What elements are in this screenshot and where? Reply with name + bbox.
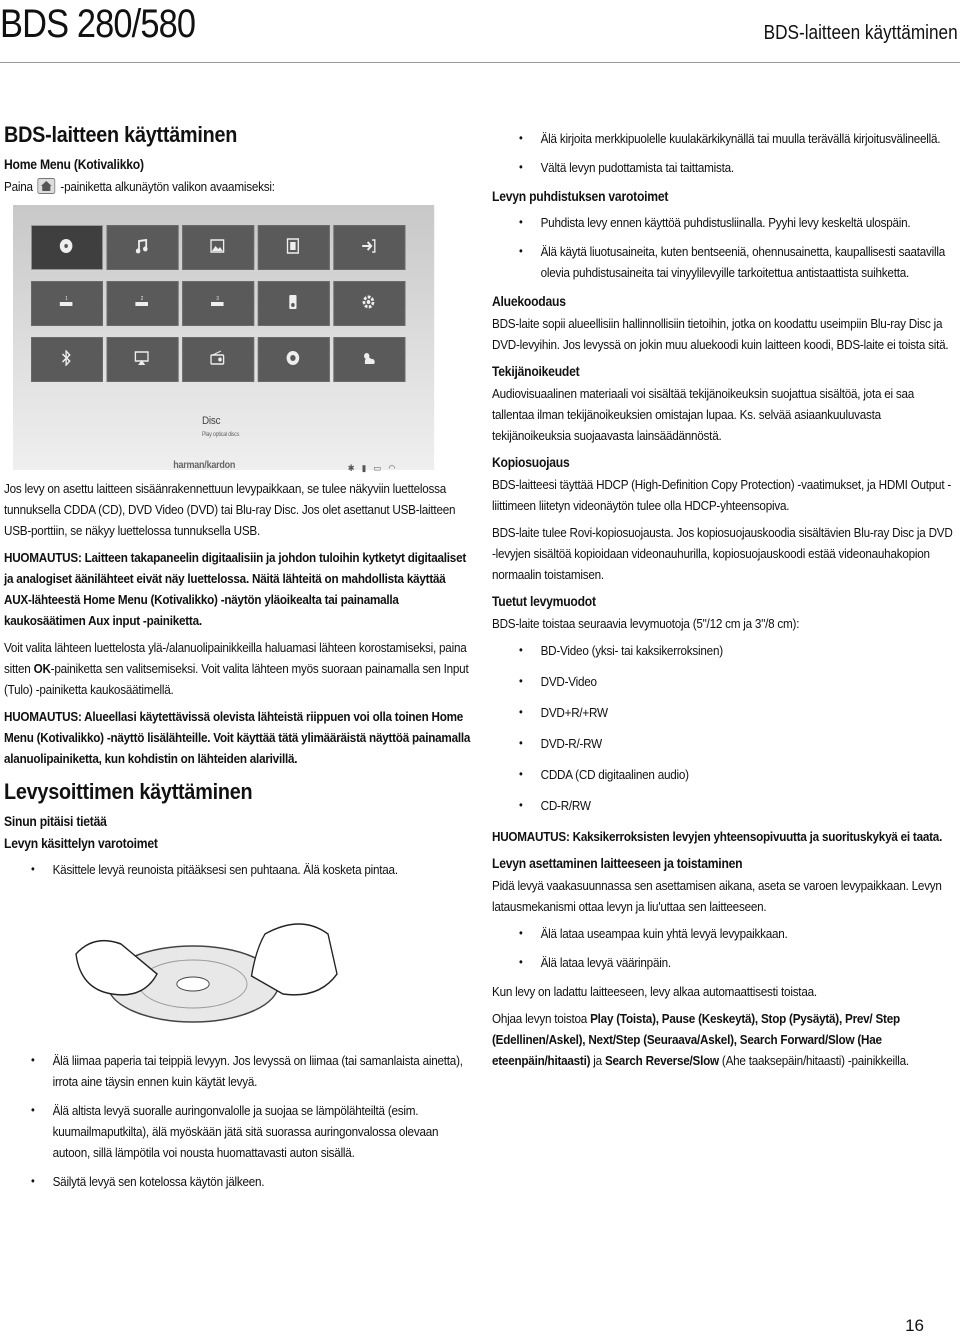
note-dual-layer: HUOMAUTUS: Kaksikerroksisten levyjen yhteensopivuutta ja suorituskykyä ei taata. xyxy=(492,829,943,844)
svg-text:3: 3 xyxy=(216,296,219,303)
menu-tile-radio[interactable] xyxy=(182,337,254,382)
section-heading: BDS-laitteen käyttäminen xyxy=(4,122,238,147)
region-heading: Aluekoodaus xyxy=(492,294,566,309)
autoplay-paragraph: Kun levy on ladattu laitteeseen, levy alkaa automaattisesti toistaa. xyxy=(492,984,817,999)
menu-tile-bluetooth[interactable] xyxy=(31,337,103,382)
list-item: • Älä kirjoita merkkipuolelle kuulakärkikynällä tai muulla terävällä kirjoitusvälineellä. xyxy=(492,128,958,149)
menu-tile-ipod[interactable] xyxy=(258,281,330,326)
copyright-heading: Tekijänoikeudet xyxy=(492,364,580,379)
press-home-text: Paina -painiketta alkunäytön valikon avaamiseksi: xyxy=(4,179,275,194)
list-item: • Älä käytä liuotusaineita, kuten bentseeniä, ohennusainetta, kaupallisesti saatavilla olevia puhdistusaineita tai vinyylilevyille tarkoitettua antistaattista suihketta. xyxy=(492,241,958,283)
right-column xyxy=(492,128,958,1077)
ipod-icon xyxy=(286,294,300,310)
home-menu-heading: Home Menu (Kotivalikko) xyxy=(4,157,144,172)
menu-tile-disc[interactable] xyxy=(31,225,103,270)
disc-player-heading: Levysoittimen käyttäminen xyxy=(4,779,253,804)
airplay-icon xyxy=(135,350,149,366)
hdmi-2-icon xyxy=(135,294,149,310)
copy-protection-heading: Kopiosuojaus xyxy=(492,455,570,470)
list-item: • Puhdista levy ennen käyttöä puhdistusliinalla. Pyyhi levy keskeltä ulospäin. xyxy=(492,212,958,233)
handling-list xyxy=(4,859,472,880)
copyright-paragraph: Audiovisuaalinen materiaali voi sisältää tekijänoikeuksin suojattua sisältöä, jota ei saa tallentaa ilman tekijänoikeuksien omistajan lupaa. Ks. selvää asiaankuuluvasta tekijänoikeuksia suojaavasta lainsäädännöstä. xyxy=(492,386,915,443)
model-title: BDS 280/580 xyxy=(0,2,196,46)
list-item: • Älä lataa levyä väärinpäin. xyxy=(492,952,958,973)
section-title: BDS-laitteen käyttäminen xyxy=(763,22,958,44)
list-item: • DVD+R/+RW xyxy=(492,702,958,723)
menu-selected-subtitle: Play optical discs xyxy=(202,432,240,438)
menu-tile-hdmi1[interactable] xyxy=(31,281,103,326)
weather-icon xyxy=(361,350,375,366)
menu-tile-hdmi2[interactable] xyxy=(107,281,179,326)
loading-list xyxy=(492,923,958,973)
menu-tile-weather[interactable] xyxy=(333,337,405,382)
list-item: • BD-Video (yksi- tai kaksikerroksinen) xyxy=(492,640,958,661)
svg-text:1: 1 xyxy=(65,296,68,303)
list-item: • CD-R/RW xyxy=(492,795,958,816)
handling-heading: Levyn käsittelyn varotoimet xyxy=(4,836,158,851)
list-item: • CDDA (CD digitaalinen audio) xyxy=(492,764,958,785)
hdcp-paragraph: BDS-laitteesi täyttää HDCP (High-Definition Copy Protection) -vaatimukset, ja HDMI Output -liittimeen liitetyn videonäytön tulee olla HDCP-yhteensopiva. xyxy=(492,477,952,513)
bluetooth-status-icon: ✱ xyxy=(347,463,362,473)
list-item: • Älä altista levyä suoralle auringonvalolle ja suojaa se lämpölähteiltä (esim. kuumailmaputkilta), älä myöskään jätä sitä suorassa auringonvalossa olevaan autoon, sillä lämpötila voi nousta huomattavasti auton sisällä. xyxy=(4,1100,472,1163)
svg-text:2: 2 xyxy=(140,296,144,303)
loading-heading: Levyn asettaminen laitteeseen ja toistaminen xyxy=(492,856,743,871)
list-item: • Älä lataa useampaa kuin yhtä levyä levypaikkaan. xyxy=(492,923,958,944)
menu-tile-picasa[interactable] xyxy=(258,337,330,382)
rovi-paragraph: BDS-laite tulee Rovi-kopiosuojausta. Jos kopiosuojauskoodia sisältävien Blu-ray Disc ja DVD -levyjen sisältöä kopioidaan videonauhurilla, kopiosuojauskoodi estää videonauhakopion normaalin toistamisen. xyxy=(492,525,953,582)
music-note-icon xyxy=(135,238,149,254)
list-item: • Käsittele levyä reunoista pitääksesi sen puhtaana. Älä kosketa pintaa. xyxy=(4,859,472,880)
gear-icon xyxy=(361,294,375,310)
cleaning-heading: Levyn puhdistuksen varotoimet xyxy=(492,189,669,204)
home-icon xyxy=(38,178,56,194)
select-source-paragraph: Voit valita lähteen luettelosta ylä-/alanuolipainikkeilla haluamasi lähteen korostamiseksi, paina sitten OK-painiketta sen valitsemiseksi. Voit valita lähteen myös suoraan painamalla sen Input (Tulo) -painiketta kaukosäätimellä. xyxy=(4,640,469,697)
list-item: • Säilytä levyä sen kotelossa käytön jälkeen. xyxy=(4,1171,472,1192)
menu-tile-airplay[interactable] xyxy=(107,337,179,382)
list-item: • DVD-Video xyxy=(492,671,958,692)
left-column xyxy=(4,120,472,1200)
menu-selected-title: Disc xyxy=(202,415,221,427)
film-icon xyxy=(286,238,300,254)
disc-icon xyxy=(59,238,73,254)
formats-heading: Tuetut levymuodot xyxy=(492,594,596,609)
status-icons xyxy=(348,458,403,479)
region-paragraph: BDS-laite sopii alueellisiin hallinnollisiin tietoihin, jotka on koodattu useimpiin Blu-ray Disc ja DVD-levyihin. Jos levyssä on jokin muu aluekoodi kuin laitteen koodi, BDS-laite ei toista sitä. xyxy=(492,316,949,352)
hdmi-3-icon xyxy=(210,294,224,310)
header-rule xyxy=(0,62,960,63)
note-aux-sources: HUOMAUTUS: Laitteen takapaneelin digitaalisiin ja johdon tuloihin kytketyt digitaaliset ja analogiset äänilähteet eivät näy luettelossa. Näitä lähteitä on mahdollista käyttää AUX-lähteestä Home Menu (Kotivalikko) -näytön yläoikealta tai painamalla kaukosäätimen Aux input -painiketta. xyxy=(4,550,467,628)
list-item: • Vältä levyn pudottamista tai taittamista. xyxy=(492,157,958,178)
menu-tile-music[interactable] xyxy=(107,225,179,270)
radio-icon xyxy=(210,350,224,366)
list-item: • DVD-R/-RW xyxy=(492,733,958,754)
photo-icon xyxy=(210,238,224,254)
menu-tile-settings[interactable] xyxy=(333,281,405,326)
brand-logo: harman/kardon xyxy=(173,460,236,471)
cleaning-list xyxy=(492,212,958,283)
disc-info-paragraph: Jos levy on asettu laitteen sisäänrakennettuun levypaikkaan, se tulee näkyviin luettelossa tunnuksella CDDA (CD), DVD Video (DVD) tai Blu-ray Disc. Jos olet asettanut USB-laitteen USB-porttiin, se näkyy luettelossa tunnuksella USB. xyxy=(4,481,456,538)
ipod-status-icon: ▮ xyxy=(361,463,374,473)
disc-handling-illustration xyxy=(58,904,355,1034)
menu-tile-input[interactable] xyxy=(333,225,405,270)
playback-control-paragraph: Ohjaa levyn toistoa Play (Toista), Pause (Keskeytä), Stop (Pysäytä), Prev/ Step (Edellinen/Askel), Next/Step (Seuraava/Askel), Search Forward/Slow (Hae eteenpäin/hitaasti) ja Search Reverse/Slow (Ahe taaksepäin/hitaasti) -painikkeilla. xyxy=(492,1011,909,1068)
should-know-heading: Sinun pitäisi tietää xyxy=(4,814,107,829)
top-precautions-list xyxy=(492,128,958,178)
menu-tile-hdmi3[interactable] xyxy=(182,281,254,326)
formats-intro: BDS-laite toistaa seuraavia levymuotoja (5"/12 cm ja 3"/8 cm): xyxy=(492,616,800,631)
wifi-status-icon: ◠ xyxy=(388,463,403,473)
picasa-icon xyxy=(286,350,300,366)
loading-paragraph: Pidä levyä vaakasuunnassa sen asettamisen aikana, aseta se varoen levypaikkaan. Levyn latausmekanismi ottaa levyn ja liu'uttaa sen laitteeseen. xyxy=(492,878,942,914)
page-number: 16 xyxy=(905,1316,924,1335)
list-item: • Älä liimaa paperia tai teippiä levyyn. Jos levyssä on liimaa (tai samanlaista ainetta), irrota aine täysin ennen kuin käytät levyä. xyxy=(4,1050,472,1092)
input-arrow-icon xyxy=(361,238,375,254)
home-menu-screenshot xyxy=(13,205,434,473)
note-second-home-screen: HUOMAUTUS: Alueellasi käytettävissä olevista lähteistä riippuen voi olla toinen Home Menu (Kotivalikko) -näyttö lisälähteille. Voit käyttää tätä ylimääräistä näyttöä painamalla alanuolipainiketta, kun kohdistin on lähteiden alarivillä. xyxy=(4,709,471,766)
formats-list xyxy=(492,640,958,816)
menu-tile-photo[interactable] xyxy=(182,225,254,270)
handling-list-continued xyxy=(4,1050,472,1192)
bluetooth-icon xyxy=(59,350,73,366)
hdmi-1-icon xyxy=(59,294,73,310)
menu-tile-video[interactable] xyxy=(258,225,330,270)
display-status-icon: ▭ xyxy=(373,463,389,473)
